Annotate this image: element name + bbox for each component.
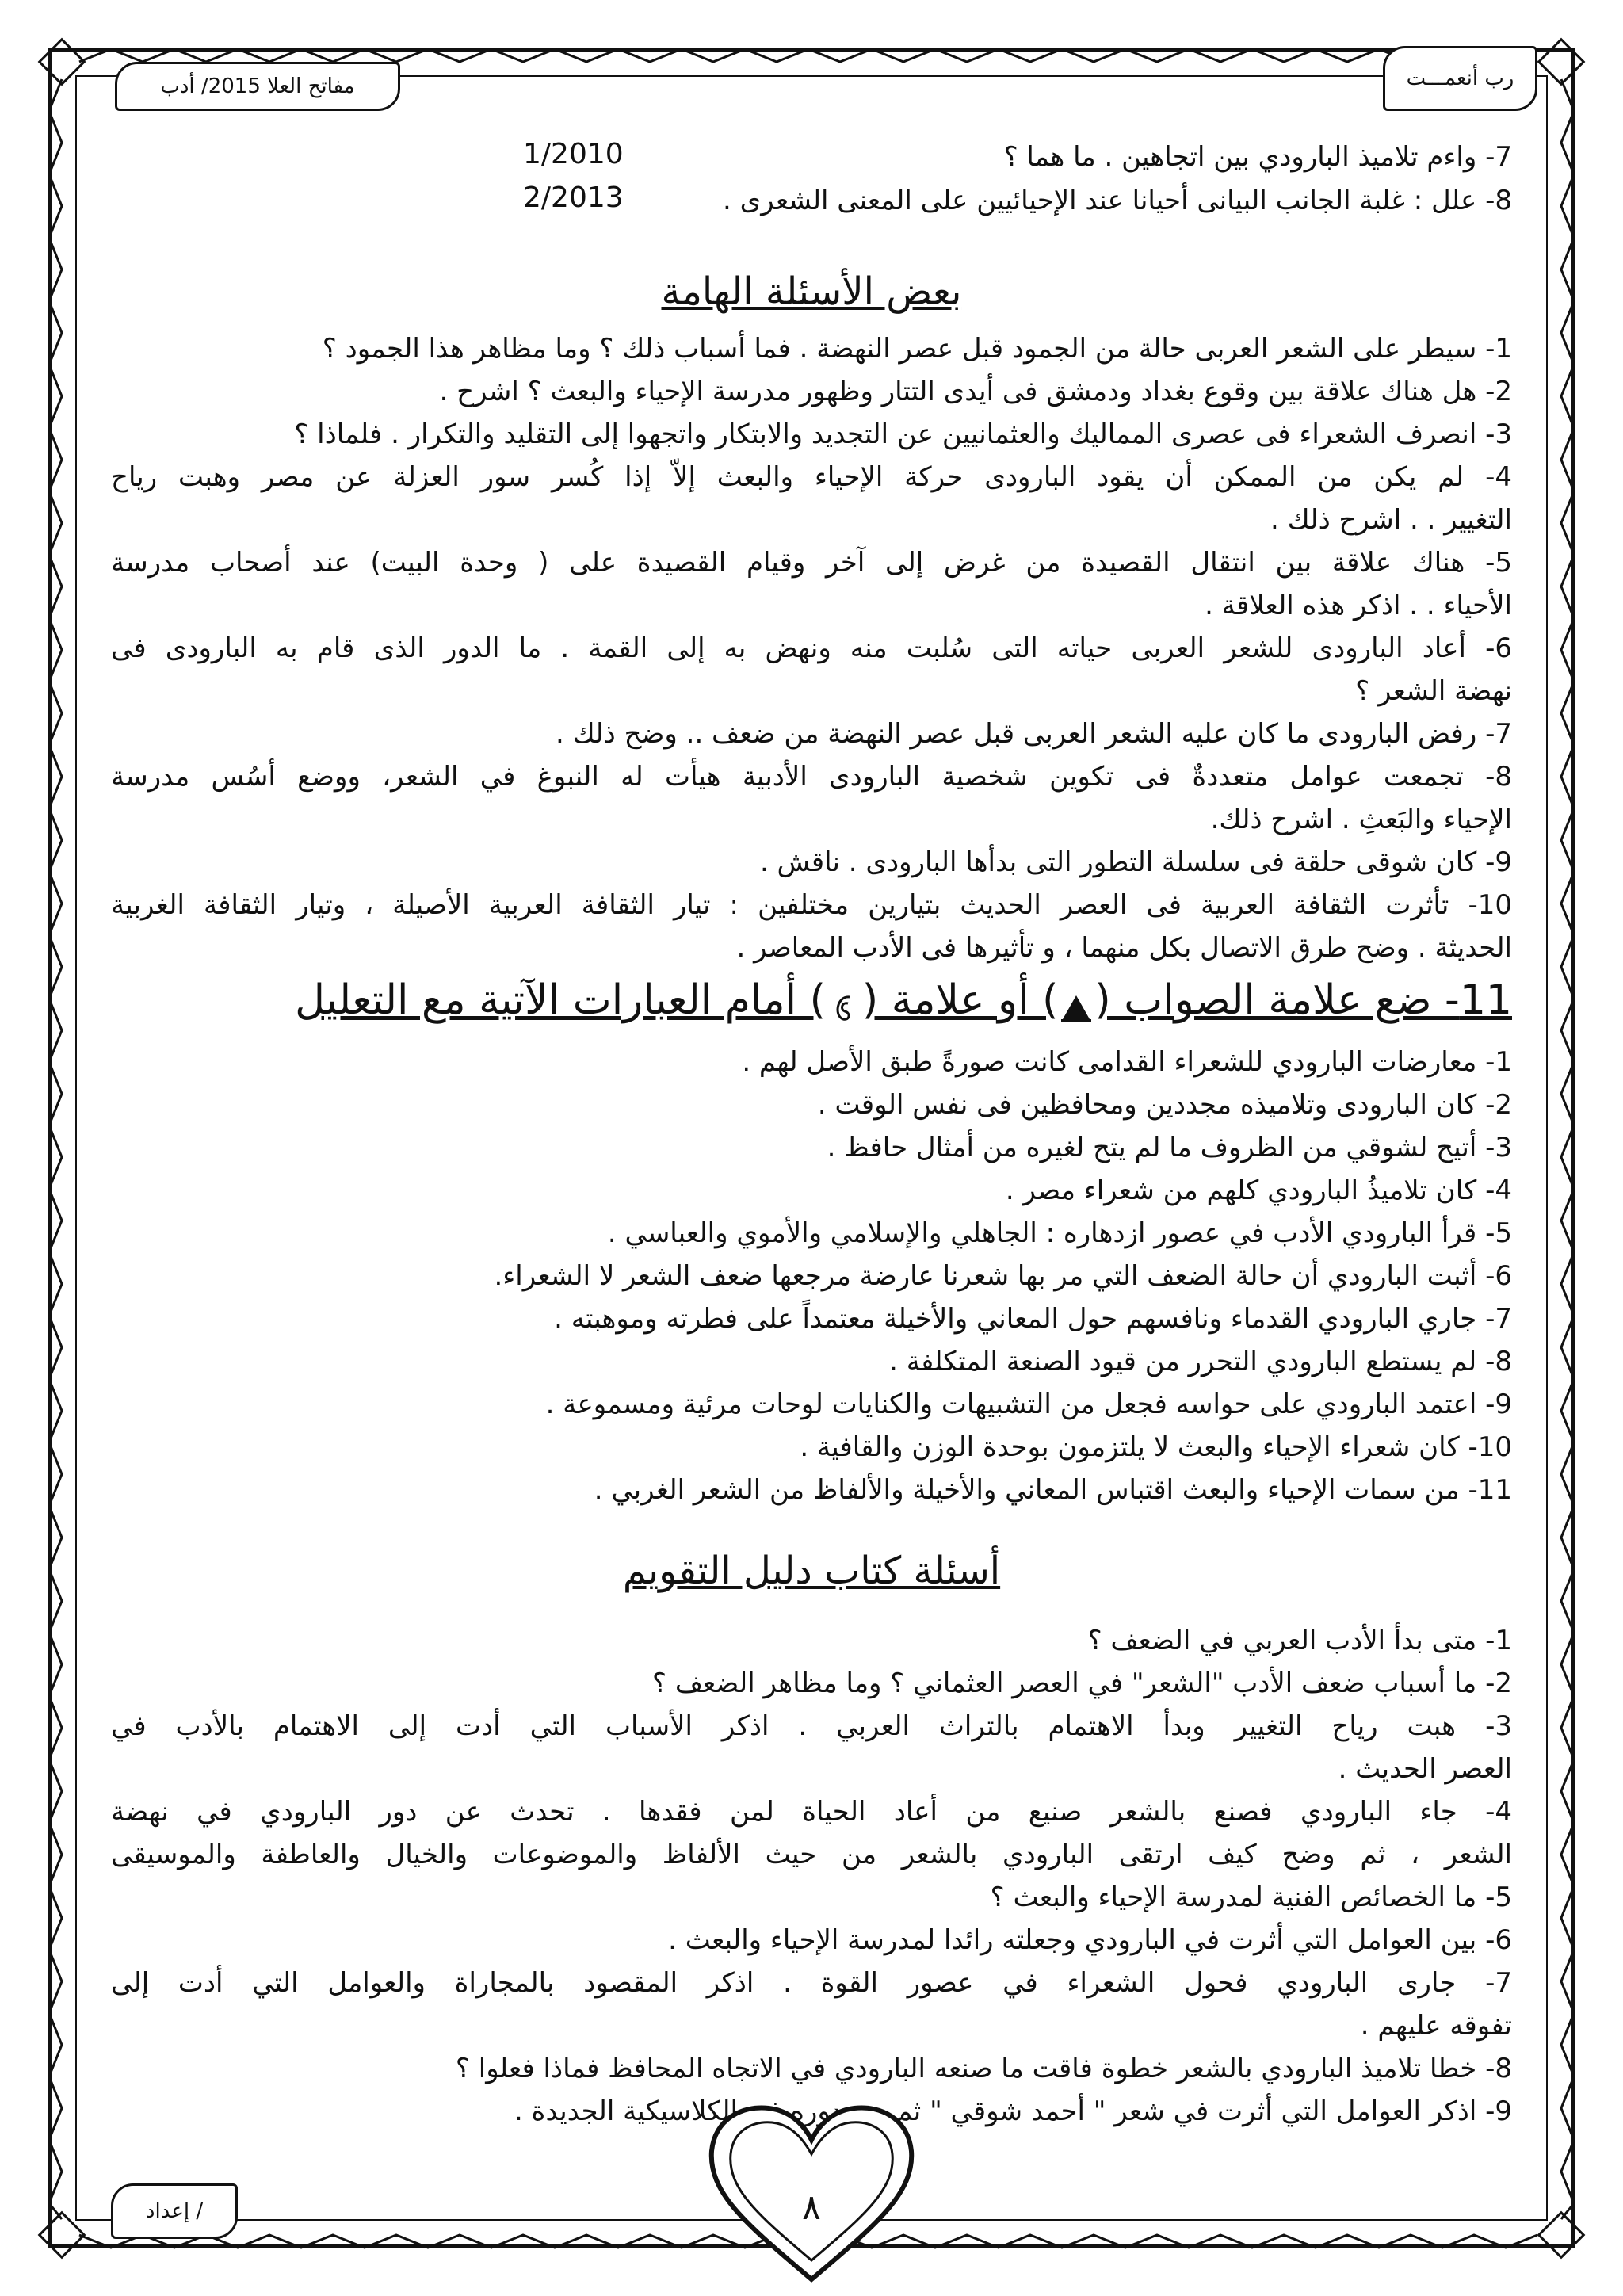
cross-symbol-icon <box>826 987 862 1018</box>
true-false-section-title <box>111 976 1512 1024</box>
tick-symbol-icon <box>1058 987 1094 1018</box>
page-content <box>111 0 1512 2296</box>
list-item: 1- متى بدأ الأدب العربي في الضعف ؟ <box>1087 1625 1512 1656</box>
statement-item: 9- اعتمد البارودي على حواسه فجعل من التشبيهات والكنايات لوحات مرئية ومسموعة . <box>545 1389 1512 1420</box>
list-item: 9- اذكر العوامل التي أثرت في شعر " أحمد شوقي " ثم بين دوره في الكلاسيكية الجديدة . <box>514 2095 1512 2127</box>
top-question-8-year: 2/2013 <box>523 181 624 214</box>
statement-item: 7- جاري البارودي القدماء ونافسهم حول المعاني والأخيلة معتمداً على فطرته وموهبته . <box>554 1303 1512 1335</box>
list-item-continuation: الشعر ، ثم وضح كيف ارتقى البارودي بالشعر من حيث الألفاظ والموضوعات والخيال والعاطفة والموسيقى <box>111 1839 1512 1870</box>
list-item: 5- ما الخصائص الفنية لمدرسة الإحياء والبعث ؟ <box>990 1881 1512 1913</box>
statement-item: 6- أثبت البارودي أن حالة الضعف التي مر بها شعرنا عارضة مرجعها ضعف الشعر لا الشعراء. <box>494 1260 1512 1292</box>
top-question-7-year: 1/2010 <box>523 138 624 170</box>
list-item: 8- تجمعت عوامل متعددةٌ فى تكوين شخصية البارودى الأدبية هيأت له النبوغ في الشعر، ووضع أسُس مدرسة <box>111 761 1512 793</box>
list-item: 5- هناك علاقة بين انتقال القصيدة من غرض إلى آخر وقيام القصيدة على ( وحدة البيت) عند أصحاب مدرسة <box>111 547 1512 579</box>
page-number: ٨ <box>802 2187 821 2228</box>
top-question-8: 8- علل : غلبة الجانب البيانى أحيانا عند الإحيائيين على المعنى الشعرى . <box>722 185 1512 216</box>
statement-item: 8- لم يستطع البارودي التحرر من قيود الصنعة المتكلفة . <box>889 1346 1512 1377</box>
list-item-continuation: التغيير . . اشرح ذلك . <box>1270 504 1512 536</box>
list-item: 6- بين العوامل التي أثرت في البارودي وجعلته رائدا لمدرسة الإحياء والبعث . <box>668 1924 1512 1956</box>
statement-item: 11- من سمات الإحياء والبعث اقتباس المعاني والأخيلة والألفاظ من الشعر الغربي . <box>594 1474 1512 1506</box>
list-item: 10- تأثرت الثقافة العربية فى العصر الحديث بتيارين مختلفين : تيار الثقافة العربية الأصيلة ، وتيار الثقافة الغربية <box>111 889 1512 921</box>
list-item-continuation: العصر الحديث . <box>1338 1753 1512 1785</box>
list-item: 7- جارى البارودي فحول الشعراء في عصور القوة . اذكر المقصود بالمجاراة والعوامل التي أدت إلى <box>111 1967 1512 1999</box>
header-right-tab: رب أنعمـــت <box>1383 46 1537 111</box>
list-item: 3- هبت رياح التغيير وبدأ الاهتمام بالتراث العربي . اذكر الأسباب التي أدت إلى الاهتمام بالأدب في <box>111 1710 1512 1742</box>
list-item: 4- لم يكن من الممكن أن يقود البارودى حركة الإحياء والبعث إلاّ إذا كُسر سور العزلة عن مصر وهبت رياح <box>111 461 1512 493</box>
title-part-2: ) أو علامة ( <box>861 976 1059 1024</box>
statement-item: 10- كان شعراء الإحياء والبعث لا يلتزمون بوحدة الوزن والقافية . <box>800 1431 1512 1463</box>
list-item: 9- كان شوقى حلقة فى سلسلة التطور التى بدأها البارودى . ناقش . <box>759 846 1512 878</box>
list-item: 6- أعاد البارودى للشعر العربى حياته التى سُلبت منه ونهض به إلى القمة . ما الدور الذى قام به البارودى فى <box>111 632 1512 664</box>
top-question-7: 7- واءم تلاميذ البارودي بين اتجاهين . ما هما ؟ <box>1003 141 1512 173</box>
list-item-continuation: الإحياء والبَعثِ . اشرح ذلك. <box>1210 804 1512 835</box>
title-part-3: ) أمام العبارات الآتية مع التعليل <box>295 976 826 1024</box>
list-item: 8- خطا تلاميذ البارودي بالشعر خطوة فاقت ما صنعه البارودي في الاتجاه المحافظ فماذا فعلوا ؟ <box>455 2053 1512 2084</box>
evaluation-guide-title: أسئلة كتاب دليل التقويم <box>622 1549 1001 1593</box>
section-important-questions-title: بعض الأسئلة الهامة <box>661 269 962 314</box>
list-item-continuation: الحديثة . وضح طرق الاتصال بكل منهما ، و تأثيرها فى الأدب المعاصر . <box>736 932 1512 964</box>
list-item: 1- سيطر على الشعر العربى حالة من الجمود قبل عصر النهضة . فما أسباب ذلك ؟ وما مظاهر هذا الجمود ؟ <box>322 333 1512 365</box>
list-item: 7- رفض البارودى ما كان عليه الشعر العربى قبل عصر النهضة من ضعف .. وضح ذلك . <box>556 718 1512 750</box>
list-item-continuation: الأحياء . . اذكر هذه العلاقة . <box>1205 590 1512 621</box>
statement-item: 3- أتيح لشوقي من الظروف ما لم يتح لغيره من أمثال حافظ . <box>827 1132 1512 1163</box>
header-left-tab: مفاتح العلا 2015/ أدب <box>115 62 400 111</box>
title-part-1: 11- ضع علامة الصواب ( <box>1094 976 1512 1024</box>
list-item: 2- ما أسباب ضعف الأدب "الشعر" في العصر العثماني ؟ وما مظاهر الضعف ؟ <box>651 1668 1512 1699</box>
list-item: 3- انصرف الشعراء فى عصرى المماليك والعثمانيين عن التجديد والابتكار واتجهوا إلى التقليد والتكرار . فلماذا ؟ <box>294 418 1512 450</box>
list-item-continuation: تفوقه عليهم . <box>1360 2010 1512 2042</box>
list-item: 4- جاء البارودي فصنع بالشعر صنيع من أعاد الحياة لمن فقدها . تحدث عن دور البارودي في نهضة <box>111 1796 1512 1828</box>
footer-prepared-by-tab: إعداد / <box>111 2183 238 2239</box>
statement-item: 2- كان البارودى وتلاميذه مجددين ومحافظين فى نفس الوقت . <box>817 1089 1512 1121</box>
statement-item: 1- معارضات البارودي للشعراء القدامى كانت صورةً طبق الأصل لهم . <box>742 1046 1512 1078</box>
statement-item: 4- كان تلاميذُ البارودي كلهم من شعراء مصر . <box>1005 1175 1512 1206</box>
statement-item: 5- قرأ البارودي الأدب في عصور ازدهاره : الجاهلي والإسلامي والأموي والعباسي . <box>607 1217 1512 1249</box>
list-item-continuation: نهضة الشعر ؟ <box>1355 675 1512 707</box>
list-item: 2- هل هناك علاقة بين وقوع بغداد ودمشق فى أيدى التتار وظهور مدرسة الإحياء والبعث ؟ اشرح . <box>439 376 1512 407</box>
